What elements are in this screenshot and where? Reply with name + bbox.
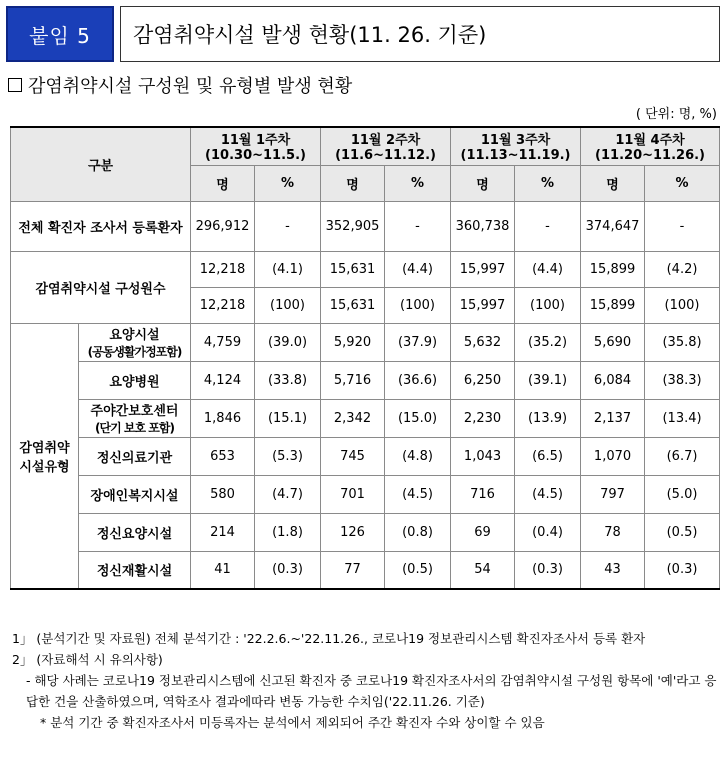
- footnote-2a: - 해당 사례는 코로나19 정보관리시스템에 신고된 확진자 중 코로나19 확진자조사서의 감염취약시설 구성원 항목에 '예'라고 응답한 건을 산출하였으며, 역학조사 결과에따라 변동 가능한 수치임('22.11.26. 기준): [26, 673, 717, 709]
- table-cell: (0.5): [645, 513, 720, 551]
- week-header: 11월 2주차 (11.6~11.12.): [321, 127, 451, 165]
- type-label: 정신재활시설: [79, 551, 191, 589]
- table-cell: 214: [191, 513, 255, 551]
- attachment-badge: 붙임 5: [6, 6, 114, 62]
- table-cell: 126: [321, 513, 385, 551]
- table-cell: (100): [645, 287, 720, 323]
- table-cell: 745: [321, 437, 385, 475]
- table-row: [11, 475, 720, 513]
- table-cell: (5.3): [255, 437, 321, 475]
- table-cell: 4,759: [191, 323, 255, 361]
- table-cell: 6,084: [581, 361, 645, 399]
- table-cell: 580: [191, 475, 255, 513]
- row-label: 전체 확진자 조사서 등록환자: [11, 201, 191, 251]
- table-cell: 15,631: [321, 251, 385, 287]
- table-cell: 716: [451, 475, 515, 513]
- table-cell: (4.4): [385, 251, 451, 287]
- table-row: [11, 437, 720, 475]
- table-cell: 653: [191, 437, 255, 475]
- table-cell: 1,043: [451, 437, 515, 475]
- table-cell: (4.4): [515, 251, 581, 287]
- table-cell: 78: [581, 513, 645, 551]
- table-cell: 1,846: [191, 399, 255, 437]
- footnotes: [12, 628, 717, 733]
- table-cell: 12,218: [191, 287, 255, 323]
- table-cell: -: [645, 201, 720, 251]
- table-cell: (15.0): [385, 399, 451, 437]
- table-cell: 2,342: [321, 399, 385, 437]
- table-cell: (0.5): [385, 551, 451, 589]
- table-row: [11, 399, 720, 437]
- table-cell: (4.8): [385, 437, 451, 475]
- table-cell: (100): [515, 287, 581, 323]
- row-label: 감염취약시설 구성원수: [11, 251, 191, 323]
- type-label: 정신요양시설: [79, 513, 191, 551]
- pct-col-header: %: [515, 165, 581, 201]
- table-cell: 69: [451, 513, 515, 551]
- table-cell: (0.3): [515, 551, 581, 589]
- pct-col-header: %: [385, 165, 451, 201]
- table-row: [11, 251, 720, 287]
- table-cell: 2,230: [451, 399, 515, 437]
- facility-cases-table: [10, 126, 720, 590]
- count-col-header: 명: [321, 165, 385, 201]
- table-cell: 5,690: [581, 323, 645, 361]
- table-cell: (35.2): [515, 323, 581, 361]
- section-heading: [8, 72, 352, 98]
- week-header: 11월 1주차 (10.30~11.5.): [191, 127, 321, 165]
- table-cell: 1,070: [581, 437, 645, 475]
- type-label: 장애인복지시설: [79, 475, 191, 513]
- table-cell: (5.0): [645, 475, 720, 513]
- table-cell: 5,632: [451, 323, 515, 361]
- table-cell: 15,997: [451, 251, 515, 287]
- table-cell: 15,899: [581, 251, 645, 287]
- table-cell: -: [255, 201, 321, 251]
- table-cell: 2,137: [581, 399, 645, 437]
- table-cell: 360,738: [451, 201, 515, 251]
- table-cell: (13.4): [645, 399, 720, 437]
- table-cell: (36.6): [385, 361, 451, 399]
- table-row: [11, 361, 720, 399]
- table-cell: 15,899: [581, 287, 645, 323]
- table-cell: (37.9): [385, 323, 451, 361]
- table-cell: 77: [321, 551, 385, 589]
- type-group-label: 감염취약 시설유형: [11, 323, 79, 589]
- week-header: 11월 3주차 (11.13~11.19.): [451, 127, 581, 165]
- table-cell: (39.0): [255, 323, 321, 361]
- table-cell: (6.5): [515, 437, 581, 475]
- table-cell: (0.3): [645, 551, 720, 589]
- table-cell: 6,250: [451, 361, 515, 399]
- table-cell: (4.5): [385, 475, 451, 513]
- table-cell: 15,631: [321, 287, 385, 323]
- count-col-header: 명: [581, 165, 645, 201]
- table-cell: (39.1): [515, 361, 581, 399]
- table-cell: (4.7): [255, 475, 321, 513]
- page-title: 감염취약시설 발생 현황(11. 26. 기준): [120, 6, 720, 62]
- section-heading-text: 감염취약시설 구성원 및 유형별 발생 현황: [28, 76, 353, 97]
- footnote-2b: * 분석 기간 중 확진자조사서 미등록자는 분석에서 제외되어 주간 확진자 수와 상이할 수 있음: [40, 715, 545, 730]
- table-cell: 41: [191, 551, 255, 589]
- table-row: [11, 551, 720, 589]
- table-cell: 296,912: [191, 201, 255, 251]
- table-cell: 5,920: [321, 323, 385, 361]
- type-label: 주야간보호센터 (단기 보호 포함): [79, 399, 191, 437]
- pct-col-header: %: [255, 165, 321, 201]
- table-cell: (33.8): [255, 361, 321, 399]
- square-bullet-icon: [8, 78, 22, 92]
- table-cell: 54: [451, 551, 515, 589]
- header-corner: 구분: [11, 127, 191, 201]
- table-cell: (6.7): [645, 437, 720, 475]
- type-label: 요양병원: [79, 361, 191, 399]
- table-cell: 797: [581, 475, 645, 513]
- type-label: 정신의료기관: [79, 437, 191, 475]
- table-cell: (13.9): [515, 399, 581, 437]
- table-cell: 352,905: [321, 201, 385, 251]
- table-cell: (0.4): [515, 513, 581, 551]
- table-cell: (38.3): [645, 361, 720, 399]
- footnote-2: 2」 (자료해석 시 유의사항): [12, 652, 163, 667]
- footnote-1: 1」 (분석기간 및 자료원) 전체 분석기간 : '22.2.6.~'22.11.26., 코로나19 정보관리시스템 확진자조사서 등록 환자: [12, 631, 646, 646]
- table-cell: -: [515, 201, 581, 251]
- table-row: [11, 323, 720, 361]
- table-cell: 701: [321, 475, 385, 513]
- table-cell: (4.2): [645, 251, 720, 287]
- count-col-header: 명: [191, 165, 255, 201]
- table-cell: (1.8): [255, 513, 321, 551]
- week-header: 11월 4주차 (11.20~11.26.): [581, 127, 720, 165]
- table-cell: -: [385, 201, 451, 251]
- table-cell: 374,647: [581, 201, 645, 251]
- table-cell: 4,124: [191, 361, 255, 399]
- table-cell: (100): [255, 287, 321, 323]
- table-cell: (4.1): [255, 251, 321, 287]
- table-row: [11, 513, 720, 551]
- table-cell: (15.1): [255, 399, 321, 437]
- table-cell: 5,716: [321, 361, 385, 399]
- count-col-header: 명: [451, 165, 515, 201]
- type-label: 요양시설 (공동생활가정포함): [79, 323, 191, 361]
- unit-note: ( 단위: 명, %): [635, 107, 717, 122]
- pct-col-header: %: [645, 165, 720, 201]
- table-cell: (4.5): [515, 475, 581, 513]
- table-cell: 43: [581, 551, 645, 589]
- table-cell: (0.3): [255, 551, 321, 589]
- table-cell: 15,997: [451, 287, 515, 323]
- table-cell: (0.8): [385, 513, 451, 551]
- table-row: [11, 201, 720, 251]
- table-cell: 12,218: [191, 251, 255, 287]
- table-cell: (35.8): [645, 323, 720, 361]
- table-cell: (100): [385, 287, 451, 323]
